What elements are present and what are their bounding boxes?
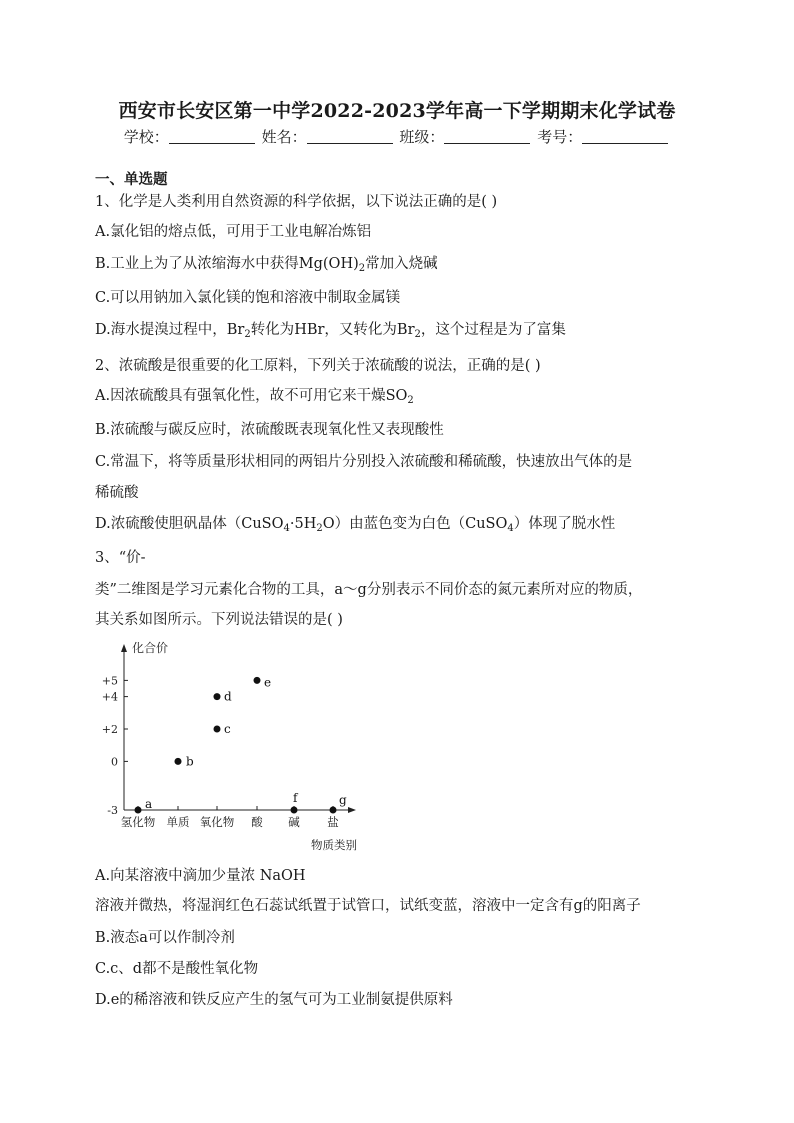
q1-b-text-end: 常加入烧碱 [365, 256, 438, 272]
x-axis-label: 物质类别 [311, 838, 357, 852]
q1-b-subscript: 2 [358, 263, 366, 274]
x-tick-label: 氢化物 [120, 815, 156, 829]
q1-d-text-mid: 转化为 [250, 322, 295, 338]
data-point-g [330, 807, 337, 814]
q2-a-text: A.因浓硫酸具有强氧化性，故不可用它来干燥 [95, 388, 386, 404]
class-label: 班级： [399, 128, 445, 146]
data-point-f [291, 807, 298, 814]
exam-number-label: 考号： [537, 128, 583, 146]
exam-number-blank[interactable] [582, 129, 668, 144]
data-point-b [175, 758, 182, 765]
data-point-label-d: d [224, 689, 232, 704]
q1-d-subscript-2: 2 [414, 329, 421, 340]
y-tick-label: 0 [111, 755, 118, 769]
q1-option-b [95, 252, 438, 273]
data-point-d [214, 693, 221, 700]
school-label: 学校： [123, 128, 169, 146]
q2-a-formula: SO [385, 388, 408, 404]
q1-d-formula-2: Br [396, 322, 415, 338]
student-info-row [0, 126, 794, 147]
q2-option-a [95, 384, 414, 405]
y-tick-label: +2 [101, 723, 118, 736]
q2-d-text-end: ）体现了脱水性 [513, 516, 616, 532]
q2-stem: 2、浓硫酸是很重要的化工原料，下列关于浓硫酸的说法，正确的是( ) [95, 358, 541, 374]
q2-a-subscript: 2 [407, 395, 414, 406]
q1-b-formula: Mg(OH) [298, 256, 359, 272]
data-point-label-e: e [264, 675, 272, 690]
x-tick-label: 单质 [166, 815, 190, 829]
q2-option-b: B.浓硫酸与碳反应时，浓硫酸既表现氧化性又表现酸性 [95, 422, 444, 438]
q1-option-d [95, 318, 566, 339]
q3-option-a-line1: A.向某溶液中滴加少量浓 NaOH [95, 868, 306, 884]
name-label: 姓名： [261, 128, 307, 146]
q2-d-text-mid: ）由蓝色变为白色（ [334, 516, 466, 532]
y-axis-arrow [121, 644, 127, 652]
q2-d-sub-1: 4 [283, 523, 290, 534]
q3-stem-line3: 其关系如图所示。下列说法错误的是( ) [95, 612, 343, 628]
q2-d-formula-4: CuSO [465, 516, 508, 532]
q2-d-sub-2: 2 [316, 523, 323, 534]
y-tick-label: +4 [101, 690, 118, 704]
y-axis-label: 化合价 [132, 641, 169, 655]
data-point-a [135, 807, 142, 814]
section-title: 一、单选题 [95, 171, 168, 188]
q3-option-a-line2: 溶液并微热，将湿润红色石蕊试纸置于试管口，试纸变蓝，溶液中一定含有g的阳离子 [95, 898, 641, 914]
q3-option-d: D.e的稀溶液和铁反应产生的氢气可为工业制氨提供原料 [95, 992, 453, 1008]
q1-d-text: D.海水提溴过程中， [95, 322, 227, 338]
q1-d-text-mid2: ，又转化为 [324, 322, 397, 338]
q2-option-c-line2: 稀硫酸 [95, 485, 139, 501]
school-blank[interactable] [169, 129, 255, 144]
x-tick-label: 碱 [288, 815, 300, 829]
q2-d-text: D.浓硫酸使胆矾晶体（ [95, 516, 242, 532]
page-title: 西安市长安区第一中学2022-2023学年高一下学期期末化学试卷 [118, 100, 676, 122]
q1-d-formula: Br [226, 322, 245, 338]
q3-option-b: B.液态a可以作制冷剂 [95, 930, 235, 946]
q3-stem-line2: 类”二维图是学习元素化合物的工具，a～g分别表示不同价态的氮元素所对应的物质， [95, 582, 643, 598]
q1-b-text: B.工业上为了从浓缩海水中获得 [95, 256, 299, 272]
q1-option-a: A.氯化铝的熔点低，可用于工业电解冶炼铝 [95, 224, 372, 240]
q3-option-c: C.c、d都不是酸性氧化物 [95, 961, 259, 977]
q2-d-formula-1: CuSO [241, 516, 284, 532]
x-axis-arrow [348, 807, 356, 813]
q1-stem: 1、化学是人类利用自然资源的科学依据，以下说法正确的是( ) [95, 194, 498, 210]
q1-d-subscript: 2 [244, 329, 251, 340]
q2-d-sub-4: 4 [507, 523, 514, 534]
q2-d-formula-2: ·5H [289, 516, 317, 532]
q1-d-text-end: ，这个过程是为了富集 [420, 322, 566, 338]
q1-d-formula-hbr: HBr [294, 322, 325, 338]
q1-option-c: C.可以用钠加入氯化镁的饱和溶液中制取金属镁 [95, 290, 401, 306]
q3-stem-line1: 3、“价- [95, 550, 146, 566]
y-tick-label: -3 [107, 804, 118, 817]
data-point-c [214, 726, 221, 733]
y-tick-label: +5 [101, 674, 118, 688]
data-point-label-f: f [293, 791, 298, 805]
data-point-label-c: c [224, 722, 231, 736]
q2-d-formula-3: O [322, 516, 335, 532]
x-tick-label: 氧化物 [199, 815, 235, 829]
q2-option-d [95, 512, 615, 533]
data-point-e [254, 677, 261, 684]
name-blank[interactable] [307, 129, 393, 144]
data-point-label-g: g [339, 793, 347, 807]
valence-category-chart [101, 636, 374, 856]
x-tick-label: 盐 [327, 815, 339, 829]
class-blank[interactable] [444, 129, 530, 144]
x-tick-label: 酸 [251, 815, 263, 829]
data-point-label-b: b [186, 754, 194, 769]
data-point-label-a: a [145, 797, 153, 811]
q2-option-c-line1: C.常温下，将等质量形状相同的两铝片分别投入浓硫酸和稀硫酸，快速放出气体的是 [95, 454, 633, 470]
